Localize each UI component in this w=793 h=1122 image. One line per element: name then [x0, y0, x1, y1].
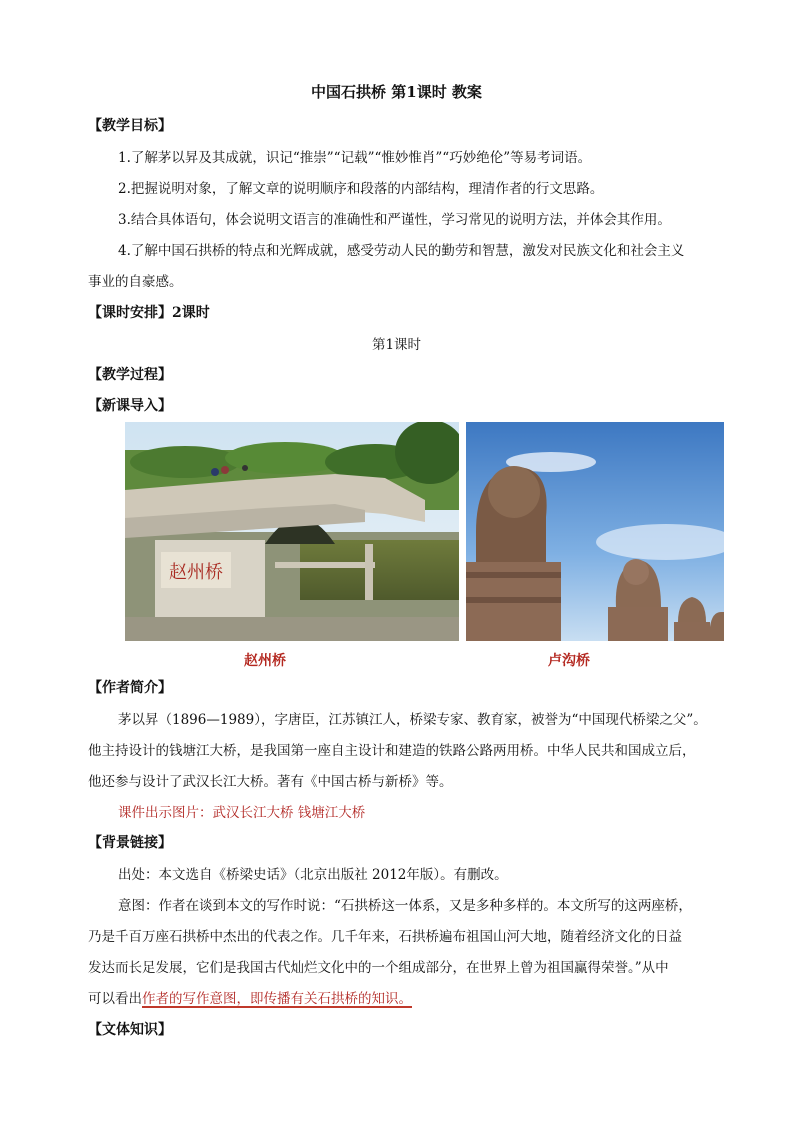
courseware-note: 课件出示图片：武汉长江大桥 钱塘江大桥 — [118, 805, 366, 821]
goal-item-2: 2.把握说明对象，了解文章的说明顺序和段落的内部结构，理清作者的行文思路。 — [118, 181, 604, 197]
intro-heading: 【新课导入】 — [88, 398, 172, 414]
goal-item-1: 1.了解茅以昇及其成就，识记“推崇”“记载”“惟妙惟肖”“巧妙绝伦”等易考词语。 — [118, 150, 592, 166]
intent-line-2: 乃是千百万座石拱桥中杰出的代表之作。几千年来，石拱桥遍布祖国山河大地，随着经济文化的日益 — [88, 929, 682, 945]
author-heading: 【作者简介】 — [88, 680, 172, 696]
author-line-3: 他还参与设计了武汉长江大桥。著有《中国古桥与新桥》等。 — [88, 774, 453, 790]
caption-lugou: 卢沟桥 — [548, 653, 590, 669]
intent-line-1: 意图：作者在谈到本文的写作时说：“石拱桥这一体系，又是多种多样的。本文所写的这两座桥， — [118, 898, 692, 914]
source-line: 出处：本文选自《桥梁史话》（北京出版社 2012年版）。有删改。 — [118, 867, 508, 883]
schedule-heading: 【课时安排】2课时 — [88, 305, 210, 321]
intent-line-4 — [88, 987, 708, 1007]
intent-line-3: 发达而长足发展，它们是我国古代灿烂文化中的一个组成部分，在世界上曾为祖国赢得荣誉。”从中 — [88, 960, 669, 976]
author-line-1: 茅以昇（1896—1989），字唐臣，江苏镇江人，桥梁专家、教育家，被誉为“中国现代桥梁之父”。 — [118, 712, 707, 728]
page-title: 中国石拱桥 第1课时 教案 — [311, 83, 482, 101]
zhaozhou-bridge-photo — [125, 422, 459, 641]
lugou-bridge-photo — [466, 422, 724, 641]
goal-item-4: 4.了解中国石拱桥的特点和光辉成就，感受劳动人民的勤劳和智慧，激发对民族文化和社会主义 — [118, 243, 685, 259]
intent-highlight: 作者的写作意图，即传播有关石拱桥的知识。 — [142, 991, 412, 1007]
svg-text:赵州桥: 赵州桥 — [169, 562, 223, 583]
author-line-2: 他主持设计的钱塘江大桥，是我国第一座自主设计和建造的铁路公路两用桥。中华人民共和国成立后， — [88, 743, 696, 759]
lesson-label: 第1课时 — [371, 337, 422, 353]
background-heading: 【背景链接】 — [88, 835, 172, 851]
goal-item-4-cont: 事业的自豪感。 — [88, 274, 183, 290]
intent-prefix: 可以看出 — [88, 991, 142, 1007]
genre-heading: 【文体知识】 — [88, 1022, 172, 1038]
process-heading: 【教学过程】 — [88, 367, 172, 383]
caption-zhaozhou: 赵州桥 — [244, 653, 286, 669]
goal-item-3: 3.结合具体语句，体会说明文语言的准确性和严谨性，学习常见的说明方法，并体会其作用。 — [118, 212, 671, 228]
goals-heading: 【教学目标】 — [88, 118, 172, 134]
